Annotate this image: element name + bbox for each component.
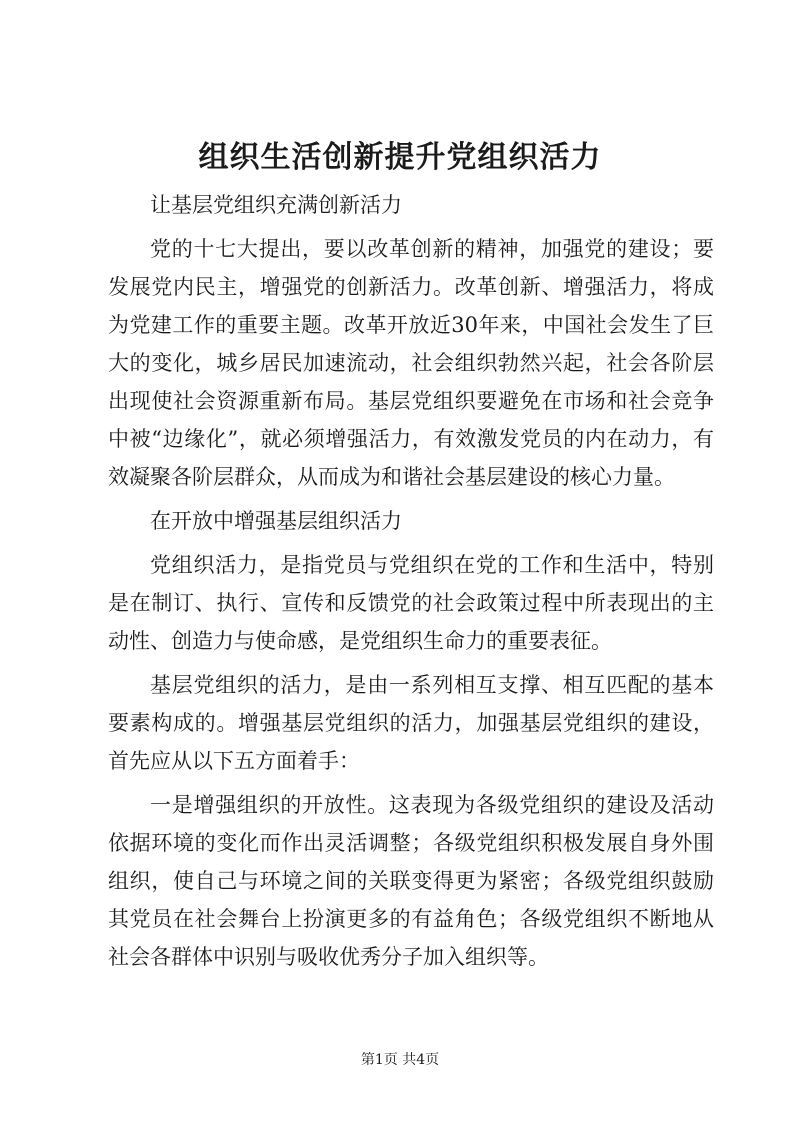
body-paragraph: 基层党组织的活力，是由一系列相互支撑、相互匹配的基本要素构成的。增强基层党组织的活力，加强基层党组织的建设，首先应从以下五方面着手： <box>108 673 714 773</box>
page-title: 组织生活创新提升党组织活力 <box>198 140 602 175</box>
body-paragraph: 一是增强组织的开放性。这表现为各级党组织的建设及活动依据环境的变化而作出灵活调整；各级党组织积极发展自身外围组织，使自己与环境之间的关联变得更为紧密；各级党组织鼓励其党员在社会舞台上扮演更多的有益角色；各级党组织不断地从社会各群体中识别与吸收优秀分子加入组织等。 <box>108 793 714 969</box>
document-body <box>108 186 714 976</box>
section-heading: 让基层党组织充满创新活力 <box>150 193 402 217</box>
page-footer: 第1页 共4页 <box>360 1052 440 1068</box>
section-heading: 在开放中增强基层组织活力 <box>150 509 402 533</box>
body-paragraph: 党组织活力，是指党员与党组织在党的工作和生活中，特别是在制订、执行、宣传和反馈党的社会政策过程中所表现出的主动性、创造力与使命感，是党组织生命力的重要表征。 <box>108 553 714 653</box>
body-paragraph: 党的十七大提出，要以改革创新的精神，加强党的建设；要发展党内民主，增强党的创新活力。改革创新、增强活力，将成为党建工作的重要主题。改革开放近30年来，中国社会发生了巨大的变化，城乡居民加速流动，社会组织勃然兴起，社会各阶层出现使社会资源重新布局。基层党组织要避免在市场和社会竞争中被“边缘化”，就必须增强活力，有效激发党员的内在动力，有效凝聚各阶层群众，从而成为和谐社会基层建设的核心力量。 <box>108 237 714 489</box>
